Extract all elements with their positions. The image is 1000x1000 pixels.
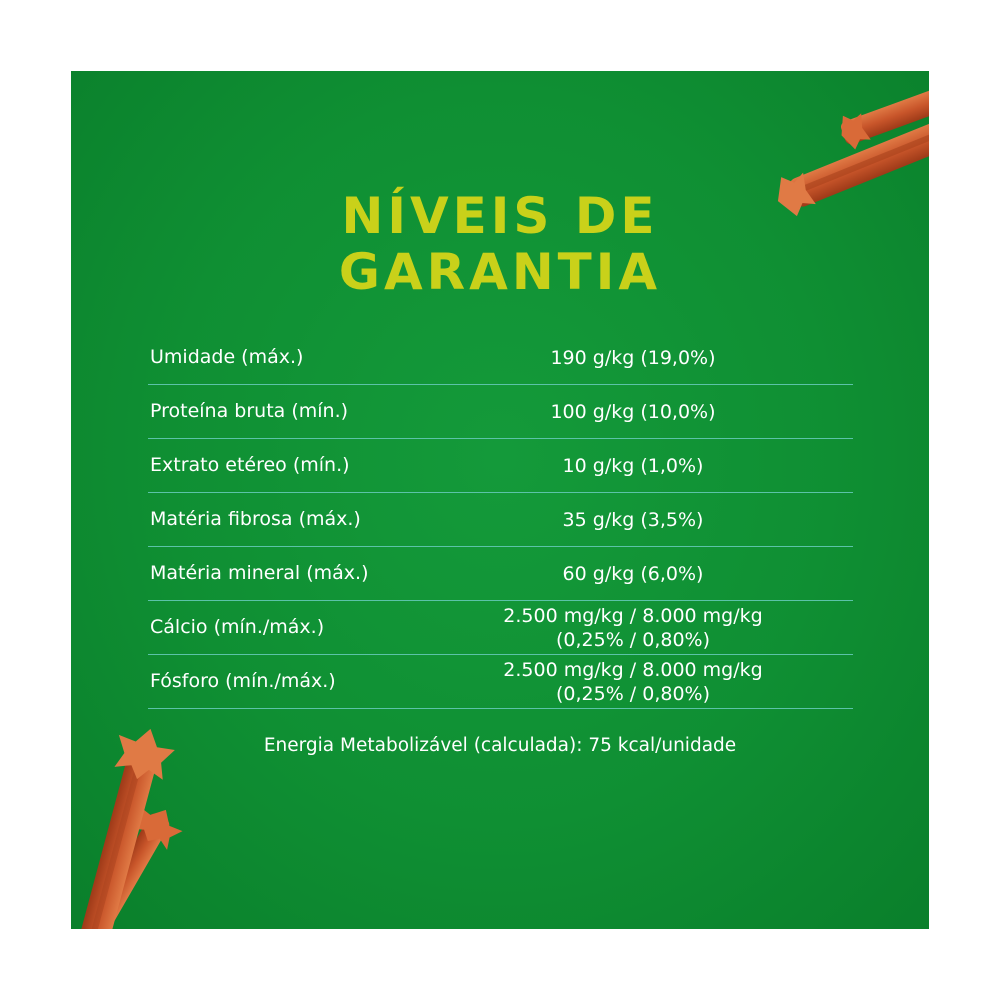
row-value-line: 35 g/kg (3,5%) <box>562 508 704 531</box>
row-value-line: (0,25% / 0,80%) <box>555 682 711 705</box>
table-row <box>148 547 853 601</box>
row-value-line: 100 g/kg (10,0%) <box>550 400 716 423</box>
row-value <box>448 547 818 600</box>
page-title-line2: GARANTIA <box>338 243 662 301</box>
row-value <box>448 655 818 708</box>
table-row <box>148 655 853 709</box>
row-label: Matéria fibrosa (máx.) <box>150 508 361 530</box>
table-row <box>148 385 853 439</box>
table-row <box>148 331 853 385</box>
row-value-line: (0,25% / 0,80%) <box>555 628 711 651</box>
table-row <box>148 439 853 493</box>
row-value-line: 10 g/kg (1,0%) <box>562 454 704 477</box>
row-value-line: 2.500 mg/kg / 8.000 mg/kg <box>503 604 763 627</box>
row-value <box>448 385 818 438</box>
row-value-line: 2.500 mg/kg / 8.000 mg/kg <box>503 658 763 681</box>
table-row <box>148 601 853 655</box>
row-label: Extrato etéreo (mín.) <box>150 454 350 476</box>
energy-note: Energia Metabolizável (calculada): 75 kcal/unidade <box>263 735 737 756</box>
row-label: Matéria mineral (máx.) <box>150 562 369 584</box>
row-value-line: 190 g/kg (19,0%) <box>550 346 716 369</box>
row-value-line: 60 g/kg (6,0%) <box>562 562 704 585</box>
row-label: Fósforo (mín./máx.) <box>150 670 336 692</box>
row-value <box>448 439 818 492</box>
row-label: Umidade (máx.) <box>150 346 304 368</box>
row-value <box>448 331 818 384</box>
row-label: Cálcio (mín./máx.) <box>150 616 325 638</box>
row-label: Proteína bruta (mín.) <box>150 400 349 422</box>
row-value <box>448 601 818 654</box>
page-title-line1: NÍVEIS DE <box>341 187 659 245</box>
nutrition-card <box>71 71 929 929</box>
guarantee-table <box>148 331 853 709</box>
row-value <box>448 493 818 546</box>
table-row <box>148 493 853 547</box>
